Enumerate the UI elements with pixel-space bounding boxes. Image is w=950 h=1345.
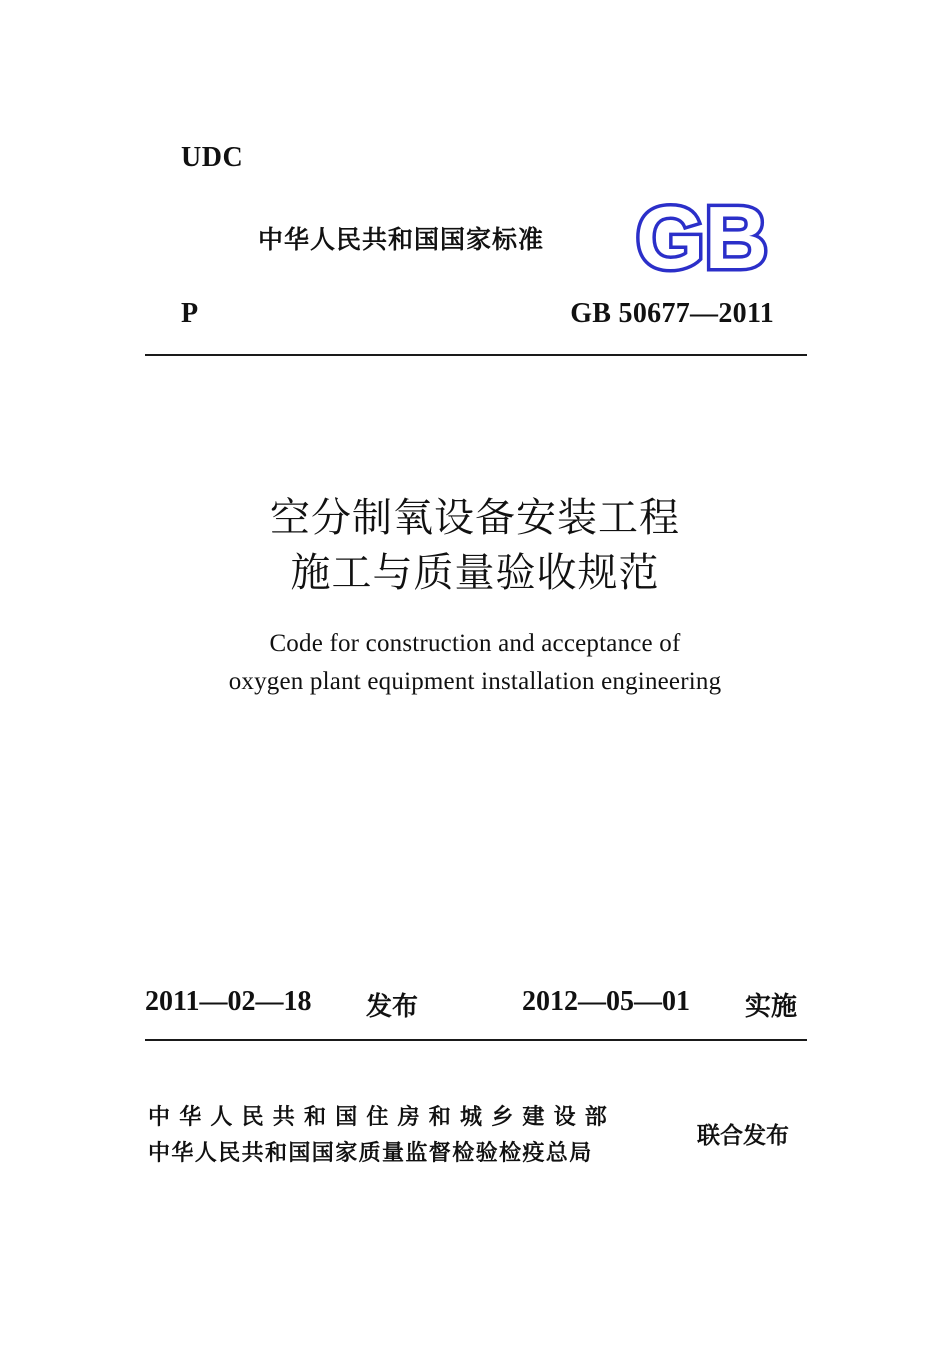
- title-chinese-line-1: 空分制氧设备安装工程: [270, 495, 680, 541]
- joint-issue-label: 联合发布: [697, 1123, 789, 1149]
- classification-code: P: [181, 298, 199, 329]
- issuer-ministry: 中华人民共和国住房和城乡建设部: [148, 1105, 617, 1130]
- issuer-agency: 中华人民共和国国家质量监督检验检疫总局: [148, 1141, 593, 1166]
- bottom-divider: [145, 1039, 807, 1041]
- title-chinese-line-2: 施工与质量验收规范: [290, 550, 660, 596]
- effective-label: 实施: [745, 992, 798, 1022]
- top-divider: [145, 354, 807, 356]
- issue-date: 2011—02—18: [145, 986, 312, 1017]
- gb-logo-icon: [630, 198, 774, 278]
- issue-label: 发布: [366, 992, 419, 1022]
- gb-logo-text: GB: [636, 198, 768, 278]
- udc-label: UDC: [181, 142, 244, 173]
- title-english-line-1: Code for construction and acceptance of: [269, 630, 681, 657]
- title-english-line-2: oxygen plant equipment installation engineering: [228, 668, 722, 695]
- effective-date: 2012—05—01: [522, 986, 690, 1017]
- national-standard-heading: 中华人民共和国国家标准: [258, 225, 545, 254]
- standard-number: GB 50677—2011: [570, 298, 774, 329]
